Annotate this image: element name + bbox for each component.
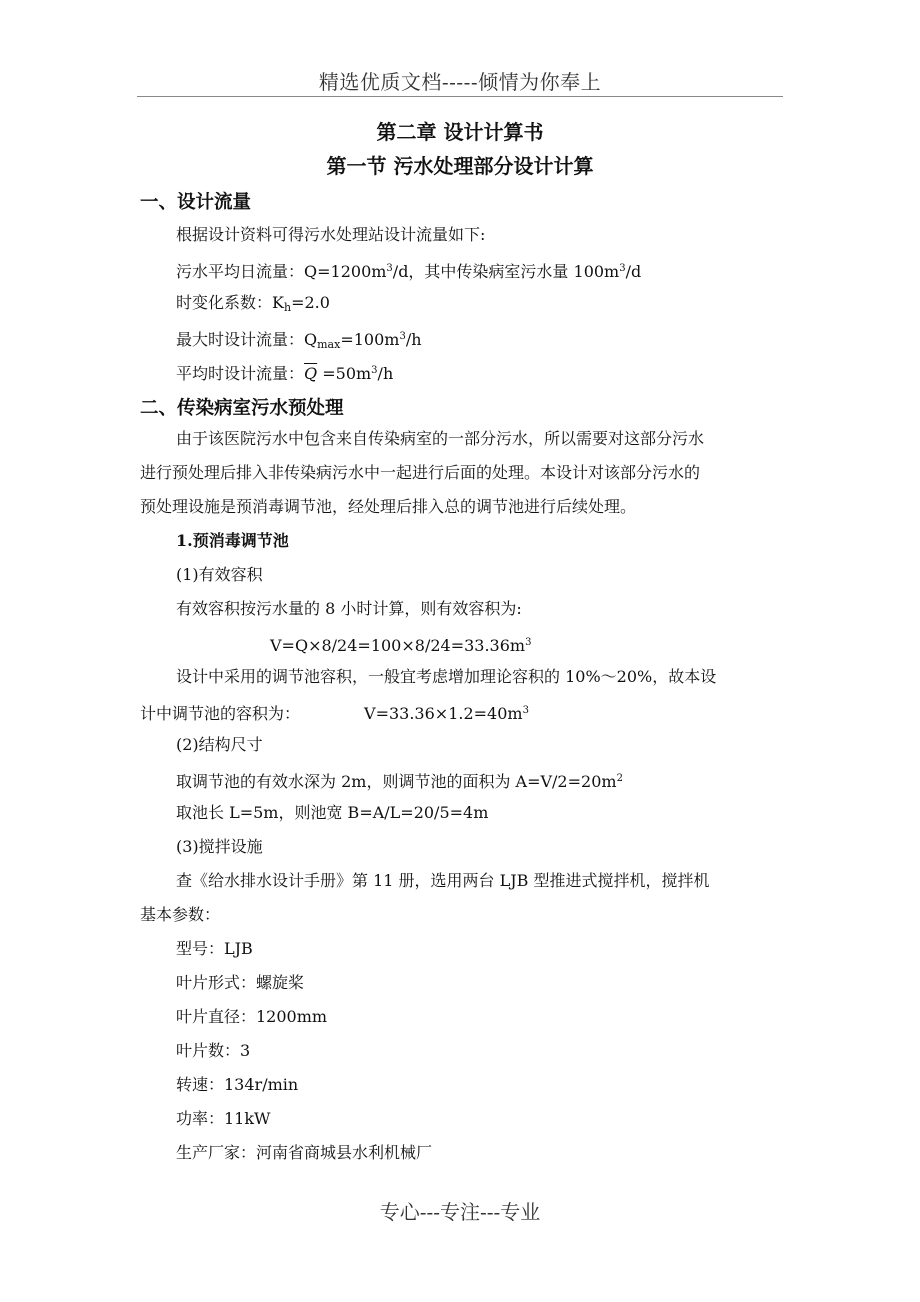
superscript: 3 (525, 637, 532, 648)
item-effective-volume: (1)有效容积 (176, 565, 263, 584)
page-footer: 专心---专注---专业 (379, 1200, 541, 1224)
text: V=33.36×1.2=40m (364, 704, 523, 723)
subheading-predisinfection-tank: 1.预消毒调节池 (176, 531, 289, 550)
text: =50m (317, 364, 372, 383)
text: 平均时设计流量： (176, 364, 305, 383)
param-blade-diameter: 叶片直径：1200mm (176, 1007, 328, 1026)
text: 最大时设计流量：Q (176, 330, 318, 349)
header-divider (137, 96, 783, 97)
para-pretreatment-line2: 进行预处理后排入非传染病污水中一起进行后面的处理。本设计对该部分污水的 (140, 463, 701, 482)
chapter-title: 第二章 设计计算书 (376, 120, 544, 144)
text: /d，其中传染病室污水量 100m (392, 262, 620, 281)
text: V=Q×8/24=100×8/24=33.36m (270, 636, 526, 655)
text: /h (405, 330, 422, 349)
para-design-volume-line2 (140, 700, 529, 725)
text: 时变化系数：K (176, 293, 284, 312)
para-pretreatment-line3: 预处理设施是预消毒调节池，经处理后排入总的调节池进行后续处理。 (140, 497, 637, 516)
text: /h (377, 364, 394, 383)
subscript: h (283, 301, 292, 314)
section-title: 第一节 污水处理部分设计计算 (326, 154, 594, 178)
text: 取调节池的有效水深为 2m，则调节池的面积为 A=V/2=20m (176, 772, 617, 791)
para-design-volume-line1: 设计中采用的调节池容积，一般宜考虑增加理论容积的 10%～20%，故本设 (176, 667, 717, 686)
item-structure-size: (2)结构尺寸 (176, 735, 263, 754)
superscript: 3 (522, 705, 529, 716)
param-speed: 转速：134r/min (176, 1075, 299, 1094)
para-effective-volume: 有效容积按污水量的 8 小时计算，则有效容积为: (176, 599, 522, 618)
para-pretreatment-line1: 由于该医院污水中包含来自传染病室的一部分污水，所以需要对这部分污水 (176, 429, 705, 448)
superscript: 3 (399, 331, 406, 342)
q-bar-symbol: $\overline{Q}$ (304, 364, 318, 383)
page-header: 精选优质文档-----倾情为你奉上 (318, 70, 602, 94)
text: 污水平均日流量：Q=1200m (176, 262, 387, 281)
para-qmax (176, 326, 422, 356)
item-mixing-facility: (3)搅拌设施 (176, 837, 263, 856)
para-mixer-line2: 基本参数： (140, 905, 221, 924)
para-avg-daily-flow (176, 258, 641, 283)
para-structure-area (176, 768, 623, 793)
text: 计中调节池的容积为： (140, 704, 301, 723)
para-kh (176, 292, 330, 319)
text: /d (625, 262, 642, 281)
heading-design-flow: 一、设计流量 (140, 192, 252, 213)
param-blade-type: 叶片形式：螺旋桨 (176, 973, 305, 992)
para-intro: 根据设计资料可得污水处理站设计流量如下: (176, 225, 486, 244)
superscript: 3 (619, 263, 626, 274)
para-mixer-line1: 查《给水排水设计手册》第 11 册，选用两台 LJB 型推进式搅拌机，搅拌机 (176, 871, 710, 890)
text: =100m (340, 330, 400, 349)
heading-pretreatment: 二、传染病室污水预处理 (140, 398, 344, 419)
para-qavg (176, 360, 393, 385)
param-manufacturer: 生产厂家：河南省商城县水利机械厂 (176, 1143, 433, 1162)
formula-volume (270, 632, 531, 657)
para-structure-dimensions: 取池长 L=5m，则池宽 B=A/L=20/5=4m (176, 803, 489, 822)
superscript: 2 (616, 773, 623, 784)
superscript: 3 (371, 365, 378, 376)
text: =2.0 (291, 293, 330, 312)
param-blade-count: 叶片数：3 (176, 1041, 251, 1060)
param-model: 型号：LJB (176, 939, 253, 958)
subscript: max (317, 338, 341, 351)
superscript: 3 (386, 263, 393, 274)
param-power: 功率：11kW (176, 1109, 271, 1128)
